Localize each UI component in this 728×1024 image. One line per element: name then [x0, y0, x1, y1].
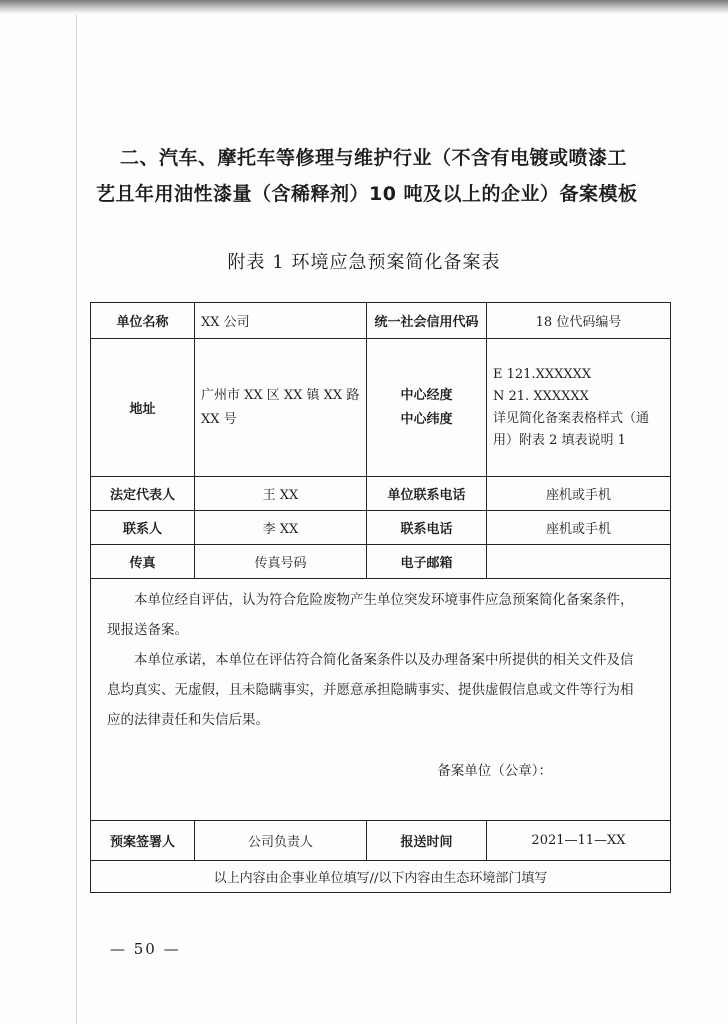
table-title: 附表 1 环境应急预案简化备案表: [227, 252, 501, 273]
email-label: 电子邮箱: [367, 545, 487, 579]
legal-rep-label: 法定代表人: [91, 477, 195, 511]
email-value: [487, 545, 671, 579]
fax-label: 传真: [91, 545, 195, 579]
row-signatory: [91, 821, 671, 861]
row-unit-name: [91, 303, 671, 339]
credit-code-value: 18 位代码编号: [487, 303, 671, 339]
coord-note-line-1: 详见简化备案表格样式（通: [493, 410, 650, 426]
unit-phone-label: 单位联系电话: [367, 477, 487, 511]
row-statement: [91, 579, 671, 821]
signatory-label: 预案签署人: [91, 821, 195, 861]
declaration-p2-line1: 本单位承诺，本单位在评估符合简化备案条件以及办理备案中所提供的相关文件及信: [134, 652, 634, 668]
declaration-text: [91, 579, 671, 821]
footnote-text: 以上内容由企事业单位填写//以下内容由生态环境部门填写: [91, 861, 671, 893]
signatory-value: 公司负责人: [195, 821, 367, 861]
seal-label: 备案单位（公章）：: [437, 763, 552, 779]
unit-phone-value: 座机或手机: [487, 477, 671, 511]
contact-value: 李 XX: [195, 511, 367, 545]
contact-phone-value: 座机或手机: [487, 511, 671, 545]
heading-line-2: 艺且年用油性漆量（含稀释剂）10 吨及以上的企业）备案模板: [96, 183, 638, 205]
row-footnote: [91, 861, 671, 893]
credit-code-label: 统一社会信用代码: [367, 303, 487, 339]
longitude-label: 中心经度: [400, 387, 453, 403]
row-contact: [91, 511, 671, 545]
address-line-1: 广州市 XX 区 XX 镇 XX 路: [201, 387, 360, 403]
latitude-label: 中心纬度: [400, 411, 453, 427]
coordinates-label: [367, 339, 487, 477]
address-value: [195, 339, 367, 477]
unit-name-value: XX 公司: [195, 303, 367, 339]
row-address: [91, 339, 671, 477]
declaration-p1-line1: 本单位经自评估，认为符合危险废物产生单位突发环境事件应急预案简化备案条件，: [134, 592, 634, 608]
address-line-2: XX 号: [201, 411, 237, 427]
filing-form-table: [90, 302, 671, 893]
page-number: — 50 —: [110, 940, 181, 958]
scan-shadow: [0, 0, 728, 14]
address-label: 地址: [91, 339, 195, 477]
latitude-value: N 21. XXXXXX: [493, 388, 589, 404]
contact-label: 联系人: [91, 511, 195, 545]
coord-note-line-2: 用）附表 2 填表说明 1: [493, 432, 626, 448]
binding-margin-line: [76, 14, 77, 1024]
coordinates-value: [487, 339, 671, 477]
submit-time-label: 报送时间: [367, 821, 487, 861]
legal-rep-value: 王 XX: [195, 477, 367, 511]
declaration-p1-line2: 现报送备案。: [107, 622, 188, 638]
submit-time-value: 2021—11—XX: [487, 821, 671, 861]
contact-phone-label: 联系电话: [367, 511, 487, 545]
fax-value: 传真号码: [195, 545, 367, 579]
declaration-p2-line3: 应的法律责任和失信后果。: [107, 712, 269, 728]
heading-line-1: 二、汽车、摩托车等修理与维护行业（不含有电镀或喷漆工: [120, 147, 628, 169]
row-legal-rep: [91, 477, 671, 511]
row-fax: [91, 545, 671, 579]
declaration-p2-line2: 息均真实、无虚假，且未隐瞒事实，并愿意承担隐瞒事实、提供虚假信息或文件等行为相: [107, 682, 634, 698]
longitude-value: E 121.XXXXXX: [493, 366, 592, 382]
unit-name-label: 单位名称: [91, 303, 195, 339]
document-heading: [96, 140, 680, 212]
